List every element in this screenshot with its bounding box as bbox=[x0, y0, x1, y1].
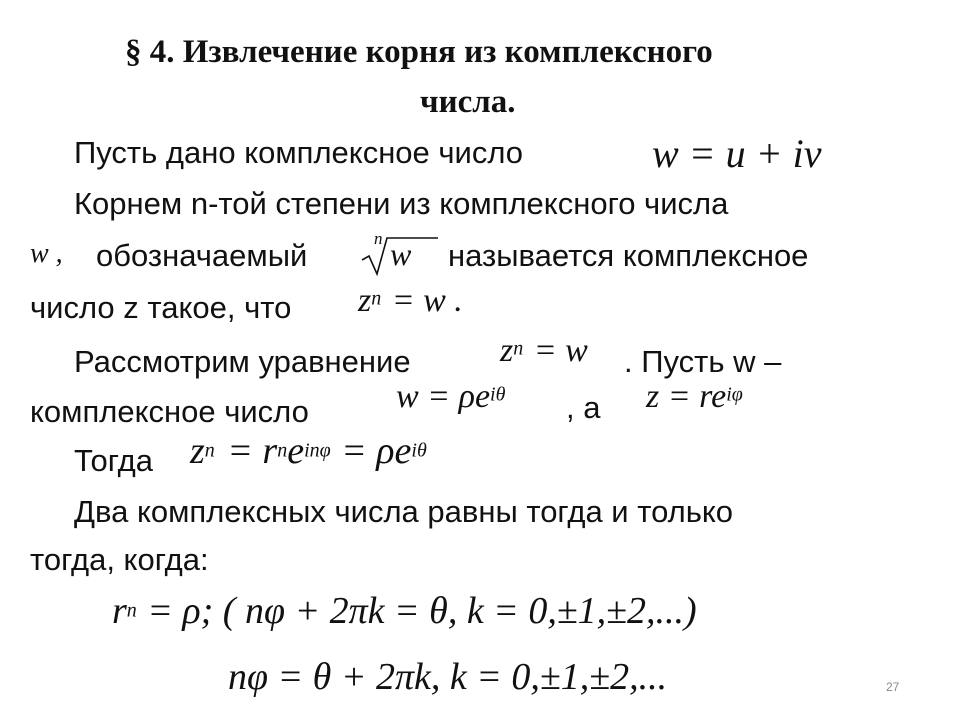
formula-eq-w2: = w bbox=[533, 332, 588, 369]
text-complex-number: комплексное число bbox=[30, 394, 309, 429]
formula-cond-rest: = ρ; ( nφ + 2πk = θ, k = 0,±1,±2,...) bbox=[147, 590, 697, 632]
text-let-w: . Пусть w – bbox=[624, 344, 782, 379]
formula-chain-e: e bbox=[287, 430, 305, 472]
formula-z-re: z = re bbox=[646, 378, 727, 415]
formula-z-exponent-phi: iφ bbox=[726, 383, 743, 406]
text-given-number: Пусть дано комплексное число bbox=[74, 135, 524, 170]
formula-chain-r: = r bbox=[227, 430, 278, 472]
text-two-complex-equal: Два комплексных числа равны тогда и только bbox=[74, 494, 734, 529]
formula-w-rho-e: w = ρe bbox=[396, 378, 491, 415]
text-when: тогда, когда: bbox=[30, 542, 209, 577]
formula-z-pow-n-eq-w bbox=[358, 284, 463, 318]
text-then: Тогда bbox=[74, 443, 153, 478]
formula-chain-rho-exp: iθ bbox=[411, 439, 427, 462]
formula-z-exponent: n bbox=[371, 287, 382, 310]
formula-cond-r: r bbox=[112, 590, 127, 632]
formula-chain-z-exp: n bbox=[204, 439, 215, 462]
formula-chain-rho-e: = ρe bbox=[341, 430, 412, 472]
text-consider-equation: Рассмотрим уравнение bbox=[74, 344, 411, 379]
formula-z2-exponent: n bbox=[513, 337, 524, 360]
text-called-complex: называется комплексное bbox=[448, 238, 809, 273]
slide-title-line2: числа. bbox=[420, 84, 516, 120]
formula-z: z bbox=[358, 282, 372, 319]
formula-w-exponential bbox=[396, 380, 505, 414]
formula-eq-w: = w . bbox=[391, 282, 463, 319]
formula-w-exponent: iθ bbox=[490, 383, 506, 406]
root-argument: w bbox=[390, 236, 412, 272]
formula-equation bbox=[500, 334, 588, 368]
page-number: 27 bbox=[886, 680, 900, 694]
formula-chain-r-exp: n bbox=[277, 439, 288, 462]
slide-title-line1: § 4. Извлечение корня из комплексного bbox=[125, 34, 713, 70]
formula-z-exponential bbox=[646, 380, 743, 414]
formula-power-chain bbox=[190, 432, 427, 470]
root-index: n bbox=[374, 229, 383, 248]
formula-z2: z bbox=[500, 332, 514, 369]
text-and: , а bbox=[566, 390, 601, 425]
text-root-definition: Корнем n-той степени из комплексного числа bbox=[74, 186, 729, 221]
formula-argument-relation: nφ = θ + 2πk, k = 0,±1,±2,... bbox=[228, 656, 668, 698]
formula-chain-z: z bbox=[190, 430, 205, 472]
formula-cond-r-exp: n bbox=[126, 599, 137, 622]
formula-equality-conditions bbox=[112, 592, 697, 630]
formula-w-definition: w = u + iv bbox=[652, 131, 822, 176]
text-number-z-such-that: число z такое, что bbox=[30, 290, 292, 325]
formula-nth-root bbox=[360, 230, 440, 276]
text-denoted: обозначаемый bbox=[96, 238, 308, 273]
formula-chain-e-exp: inφ bbox=[304, 439, 331, 462]
text-w-variable: w , bbox=[30, 238, 63, 269]
